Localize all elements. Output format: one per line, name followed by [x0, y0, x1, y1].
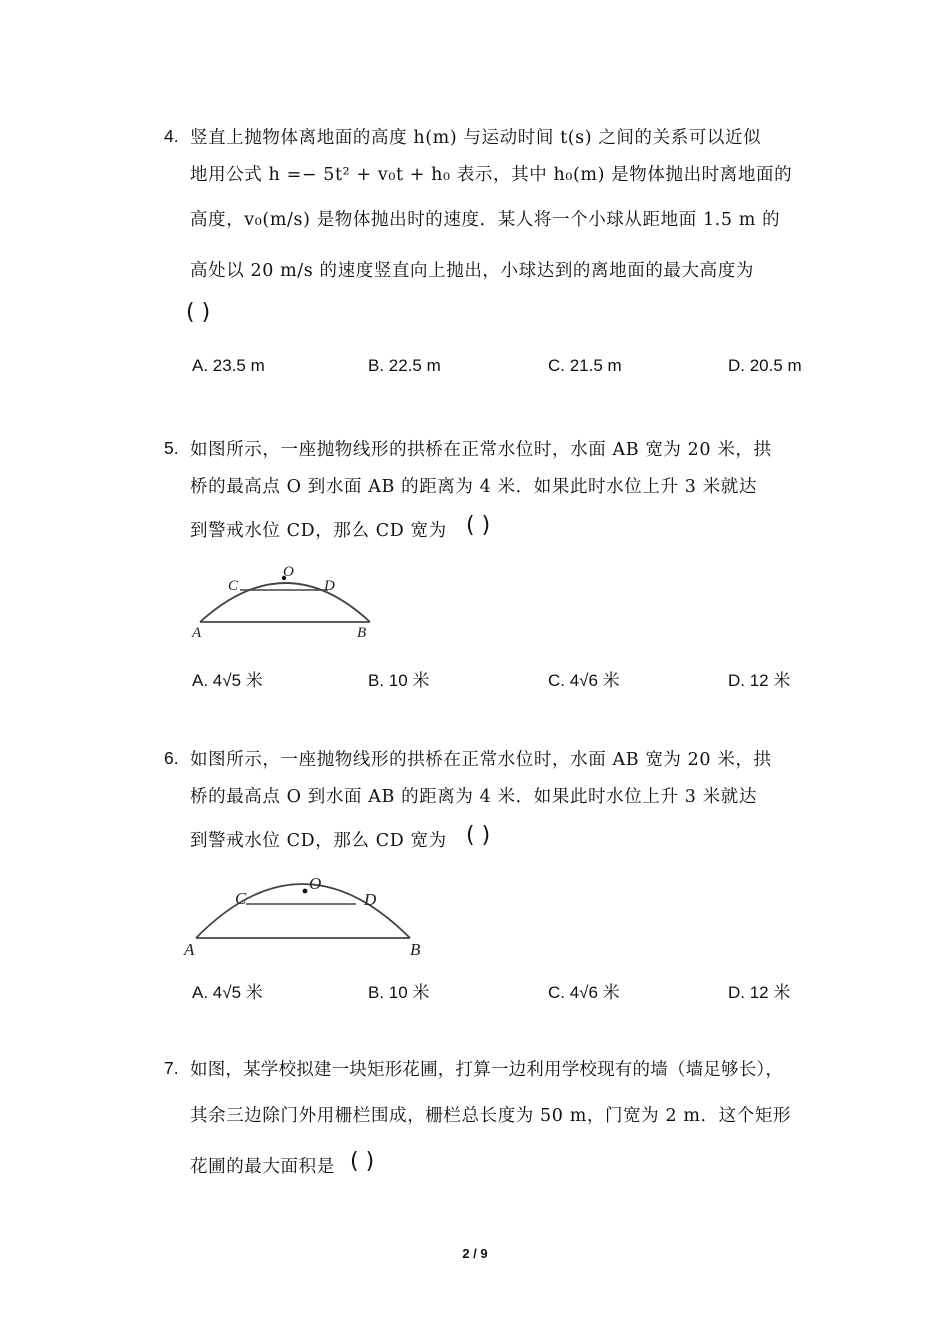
q5-line-3: 到警戒水位 CD，那么 CD 宽为 — [190, 521, 447, 541]
q6-answer-paren: ( ) — [466, 823, 491, 848]
q6-number: 6. — [164, 748, 179, 768]
q6-label-a: A — [184, 940, 195, 959]
q5-label-d: D — [324, 578, 335, 594]
q6-label-d: D — [364, 890, 377, 909]
q7-line-2: 其余三边除门外用栅栏围成，栅栏总长度为 50 m，门宽为 2 m．这个矩形 — [190, 1106, 792, 1126]
q5-option-b: B. 10 米 — [368, 671, 430, 690]
q4-number: 4. — [164, 126, 179, 146]
q5-option-d: D. 12 米 — [728, 671, 791, 690]
q6-line-2: 桥的最高点 O 到水面 AB 的距离为 4 米．如果此时水位上升 3 米就达 — [190, 787, 757, 807]
q5-line-1: 如图所示，一座抛物线形的拱桥在正常水位时，水面 AB 宽为 20 米，拱 — [190, 440, 772, 460]
q5-answer-paren: ( ) — [466, 513, 491, 538]
q5-label-b: B — [357, 625, 367, 641]
q6-option-b: B. 10 米 — [368, 983, 430, 1002]
q6-option-c: C. 4√6 米 — [548, 983, 620, 1002]
q6-label-b: B — [410, 940, 421, 959]
q7-line-3: 花圃的最大面积是 — [190, 1157, 335, 1177]
q5-number: 5. — [164, 438, 179, 458]
q7-line-1: 如图，某学校拟建一块矩形花圃，打算一边利用学校现有的墙（墙足够长）， — [190, 1060, 784, 1080]
q7-answer-paren: ( ) — [350, 1149, 375, 1174]
q4-line-3: 高度，v₀(m/s) 是物体抛出时的速度．某人将一个小球从距地面 1.5 m 的 — [190, 210, 781, 230]
q5-option-c: C. 4√6 米 — [548, 671, 620, 690]
q4-line-2: 地用公式 h =− 5t² + v₀t + h₀ 表示，其中 h₀(m) 是物体抛出时离地面的 — [190, 165, 793, 185]
q5-line-2: 桥的最高点 O 到水面 AB 的距离为 4 米．如果此时水位上升 3 米就达 — [190, 477, 757, 497]
q4-line-1: 竖直上抛物体离地面的高度 h(m) 与运动时间 t(s) 之间的关系可以近似 — [190, 128, 762, 148]
q5-label-o: O — [283, 564, 294, 580]
page-number: 2 / 9 — [462, 1246, 488, 1261]
q4-option-c: C. 21.5 m — [548, 356, 622, 375]
q6-vertex-point — [303, 889, 308, 894]
q5-option-a: A. 4√5 米 — [192, 671, 263, 690]
q6-option-a: A. 4√5 米 — [192, 983, 263, 1002]
q4-line-4: 高处以 20 m/s 的速度竖直向上抛出，小球达到的离地面的最大高度为 — [190, 261, 754, 281]
q5-label-c: C — [228, 578, 239, 594]
q7-number: 7. — [164, 1058, 179, 1078]
q4-option-a: A. 23.5 m — [192, 356, 265, 375]
q6-line-1: 如图所示，一座抛物线形的拱桥在正常水位时，水面 AB 宽为 20 米，拱 — [190, 750, 772, 770]
q6-label-c: C — [235, 889, 247, 908]
q6-label-o: O — [309, 874, 322, 893]
q6-line-3: 到警戒水位 CD，那么 CD 宽为 — [190, 831, 447, 851]
q4-answer-paren: ( ) — [186, 300, 211, 325]
q5-label-a: A — [192, 625, 202, 641]
q4-option-b: B. 22.5 m — [368, 356, 441, 375]
q6-option-d: D. 12 米 — [728, 983, 791, 1002]
q4-option-d: D. 20.5 m — [728, 356, 802, 375]
